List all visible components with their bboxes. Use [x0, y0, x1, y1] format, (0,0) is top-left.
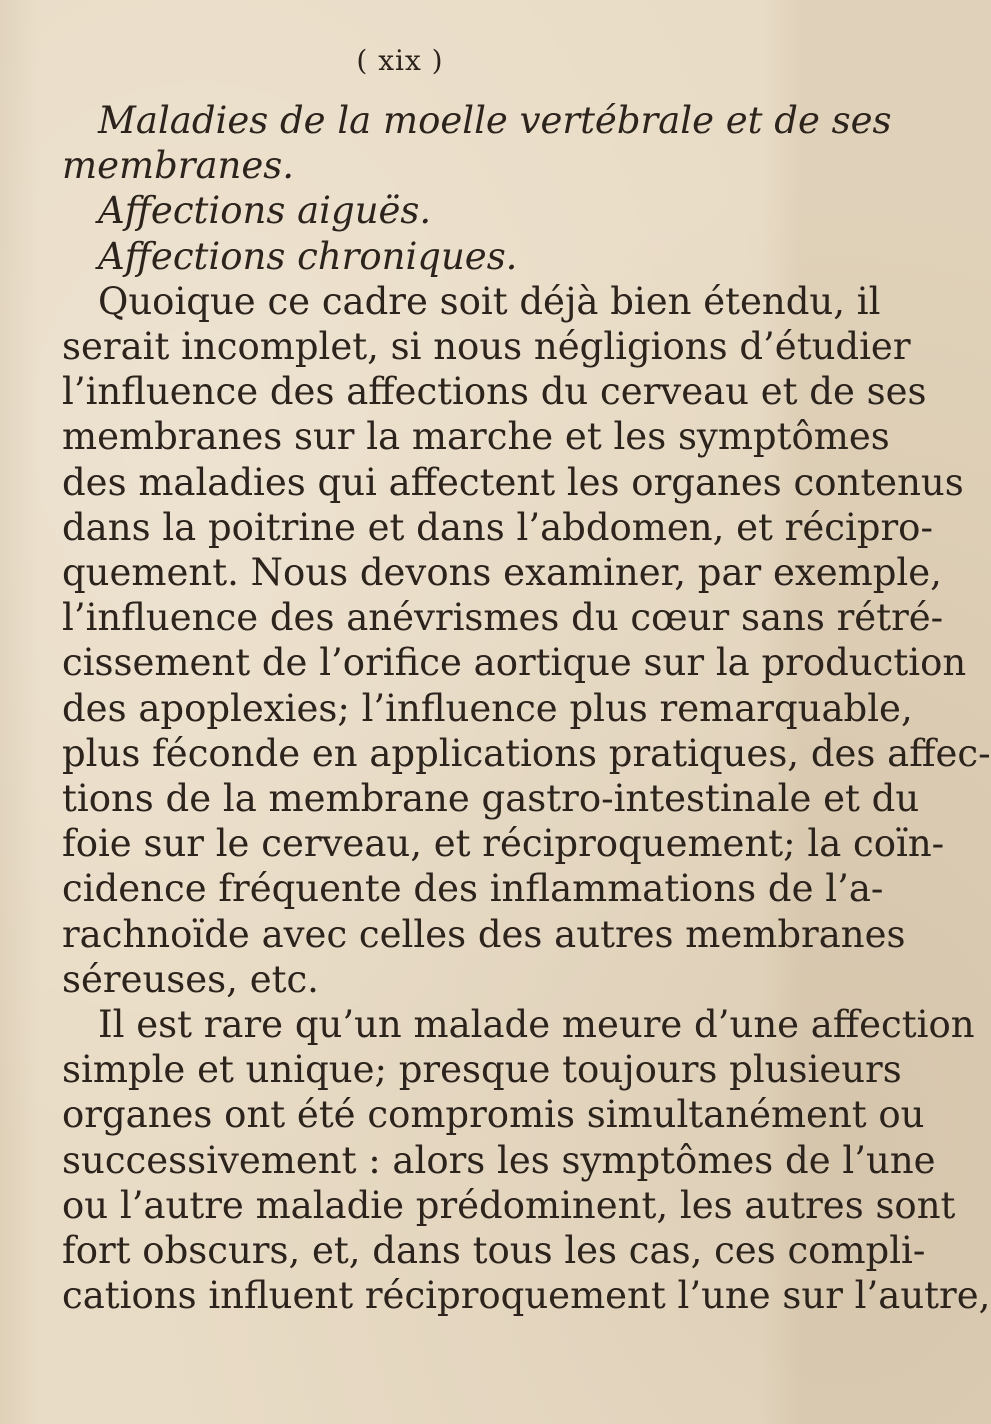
paragraph-2-line: Il est rare qu’un malade meure d’une affection: [98, 1003, 975, 1046]
paragraph-2-line: ou l’autre maladie prédominent, les autres sont: [62, 1184, 956, 1227]
paragraph-1-line: serait incomplet, si nous négligions d’étudier: [62, 325, 911, 368]
section-heading-line-1: Maladies de la moelle vertébrale et de ses: [98, 99, 892, 142]
paragraph-2-line: fort obscurs, et, dans tous les cas, ces compli-: [62, 1229, 926, 1272]
section-heading-line-2: membranes.: [62, 144, 294, 187]
paragraph-1-line: dans la poitrine et dans l’abdomen, et récipro-: [62, 506, 933, 549]
paragraph-1-line: cidence fréquente des inflammations de l’a-: [62, 867, 884, 910]
paragraph-2-line: successivement : alors les symptômes de l’une: [62, 1139, 936, 1182]
paragraph-1-line: l’influence des affections du cerveau et de ses: [62, 370, 927, 413]
subheading-chronic: Affections chroniques.: [98, 235, 518, 278]
paragraph-1-line: cissement de l’orifice aortique sur la production: [62, 641, 967, 684]
paragraph-1-line: Quoique ce cadre soit déjà bien étendu, il: [98, 280, 881, 323]
paragraph-1-line: quement. Nous devons examiner, par exemple,: [62, 551, 942, 594]
paragraph-1-line: membranes sur la marche et les symptômes: [62, 415, 890, 458]
paragraph-1-line: des maladies qui affectent les organes contenus: [62, 461, 964, 504]
paragraph-1-line: plus féconde en applications pratiques, des affec-: [62, 732, 991, 775]
paragraph-2-line: organes ont été compromis simultanément ou: [62, 1093, 925, 1136]
subheading-acute: Affections aiguës.: [98, 189, 432, 232]
paragraph-1-line: l’influence des anévrismes du cœur sans rétré-: [62, 596, 944, 639]
paragraph-2-line: cations influent réciproquement l’une sur l’autre,: [62, 1274, 991, 1317]
paragraph-1-line: foie sur le cerveau, et réciproquement; la coïn-: [62, 822, 945, 865]
paragraph-2-line: simple et unique; presque toujours plusieurs: [62, 1048, 902, 1091]
paragraph-1-line: des apoplexies; l’influence plus remarquable,: [62, 687, 913, 730]
paragraph-1-line: séreuses, etc.: [62, 958, 319, 1001]
page-number: ( xix ): [356, 44, 444, 77]
paragraph-1-line: rachnoïde avec celles des autres membranes: [62, 913, 906, 956]
paragraph-1-line: tions de la membrane gastro-intestinale et du: [62, 777, 920, 820]
